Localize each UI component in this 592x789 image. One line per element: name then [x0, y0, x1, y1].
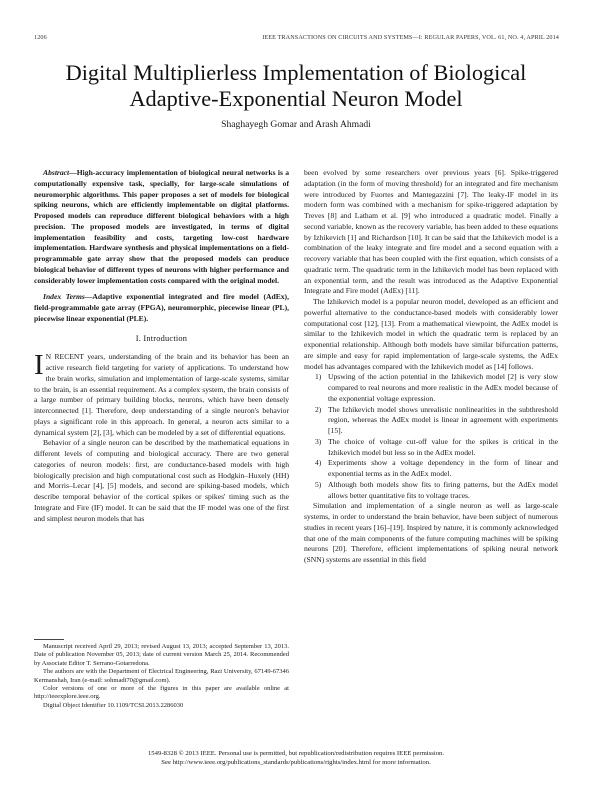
- page-number: 1206: [34, 34, 47, 41]
- list-item-number: 5): [315, 479, 322, 489]
- list-item-text: Although both models show fits to firing patterns, but the AdEx model allows better quantitative fits to voltage traces.: [328, 479, 558, 500]
- title-line-2: Adaptive-Exponential Neuron Model: [129, 86, 463, 111]
- footnote: [34, 643, 289, 710]
- journal-header: IEEE TRANSACTIONS ON CIRCUITS AND SYSTEMS—I: REGULAR PAPERS, VOL. 61, NO. 4, APRIL 2014: [262, 34, 559, 41]
- index-terms-text: —Adaptive exponential integrated and fire model (AdEx), field-programmable gate array (FPGA), neuromorphic, piecewise linear (PL), piecewise linear exponential (PLE).: [34, 292, 289, 323]
- drop-cap: I: [34, 349, 44, 382]
- list-item: [304, 372, 558, 404]
- intro-paragraph-2: Behavior of a single neuron can be described by the mathematical equations in different levels of computing and biological accuracy. There are two general categories of neuron models: first, are conductance-based models with high biologically precision and high computational cost such as Hodgkin–Huxely (HH) and Morris–Lecar [4], [5] models, and second are spiking-based models, which describe temporal behavior of the cortical spikes or spikes' timing such as the Integrate and Fire (IF) model. It can be said that the IF model was one of the first and simplest neuron models that has: [34, 438, 289, 523]
- authors: Shaghayegh Gomar and Arash Ahmadi: [221, 119, 371, 130]
- list-item: [304, 458, 558, 480]
- advantages-list: [304, 372, 558, 501]
- list-item-text: Upswing of the action potential in the Izhikevich model [2] is very slow compared to real neurons and more realistic in the AdEx model because of the exponential voltage expression.: [328, 372, 558, 403]
- right-column: [304, 168, 558, 566]
- intro-paragraph-1-text: N RECENT years, understanding of the brain and its behavior has been an active research field targeting for variety of applications. To understand how the brain works, simulation and implementation of large-scale systems, similar to the brain, is an essential requirement. As a complex system, the brain consists of a large number of primary building blocks, neurons, which have been densely interconnected [1]. Therefore, deep understanding of a single neuron's behavior plays a significant role in this approach. In general, a neuron acts similar to a dynamical system [2], [3], which can be modeled by a set of differential equations.: [34, 352, 289, 437]
- abstract: [34, 168, 289, 286]
- list-item: [304, 480, 558, 502]
- section-heading: I. Introduction: [135, 333, 188, 343]
- right-paragraph-1: been evolved by some researchers over previous years [6]. Spike-triggered adaptation (in the form of moving threshold) for an integrated and fire mechanism were introduced by Fuortes and Mantegazzini [7]. The leaky-IF model in its modern form was combined with a mechanism for spike-triggered adaptation by Treves [8] and Latham et al. [9] who introduced a quadratic model. Finally a second variable, known as the recovery variable, has been added to these equations by Izhikevich [1] and Richardson [10]. It can be said that the Izhikevich model is a combination of the leaky integrate and fire model and a second equation with a recovery variable that has been coupled with the first equation, which consists of a quadratic term. The quadratic term in the Izhikevich model has been replaced with an exponential term, and the result was introduced as the Adaptive Exponential Integrate and Fire model (AdEx) [11].: [304, 168, 558, 296]
- copyright-line: 1549-8328 © 2013 IEEE. Personal use is permitted, but republication/redistribution requires IEEE permission.: [147, 750, 445, 757]
- abstract-label: Abstract: [43, 168, 70, 177]
- footnote-color: Color versions of one or more of the figures in this paper are available online at http://ieeexplore.ieee.org.: [34, 685, 289, 701]
- index-terms-label: Index Terms: [43, 292, 85, 302]
- list-item-text: Experiments show a voltage dependency in the form of linear and exponential terms as in the AdEx model.: [328, 458, 558, 478]
- footnote-doi: Digital Object Identifier 10.1109/TCSI.2013.2286030: [43, 701, 184, 709]
- list-item-text: The Izhikevich model shows unrealistic nonlinearities in the subthreshold region, whereas the AdEx model is linear in agreement with experiments [15].: [328, 404, 558, 435]
- list-item: [304, 437, 558, 459]
- footnote-dates: Manuscript received April 29, 2013; revised August 13, 2013; accepted September 13, 2013. Date of publication November 05, 2013; date of current version March 25, 2014. Recommended by Associate Editor T. Serrano-Gotarredona.: [34, 643, 289, 667]
- list-item-number: 4): [315, 458, 322, 468]
- list-item-number: 3): [315, 436, 322, 446]
- right-paragraph-2: The Izhikevich model is a popular neuron model, developed as an efficient and powerful alternative to the conductance-based models with considerably lower computational cost [12], [13]. From a mathematical viewpoint, the AdEx model is similar to the Izhikevich model in which the quadratic term is replaced by an exponential relationship. Although both models have similar bifurcation patterns, are simple and easy for rapid implementation of large-scale systems, the AdEx model has advantages compared with the Izhikevich model as [14] follows.: [304, 297, 558, 371]
- abstract-text: —High-accuracy implementation of biological neural networks is a computationally expensive task, specially, for large-scale simulations of neuromorphic algorithms. This paper proposes a set of models for biological spiking neurons, which are efficiently implementable on digital platforms. Proposed models can reproduce different biological behaviors with a high precision. The proposed models are investigated, in terms of digital implementation feasibility and costs, targeting low-cost hardware implementation. Hardware synthesis and physical implementations on a field-programmable gate array show that the proposed models can produce biological behavior of different types of neurons with higher performance and considerably lower implementation costs compared with the original model.: [34, 168, 289, 285]
- paper-title: [0, 60, 592, 112]
- left-column: [34, 168, 289, 524]
- footnote-affiliation: The authors are with the Department of Electrical Engineering, Razi University, 67149-67346 Kermanshah, Iran (e-mail: sohmadi70@gmail.com).: [34, 668, 289, 684]
- rights-url-line: See http://www.ieee.org/publications_standards/publications/rights/index.html for more information.: [161, 759, 431, 767]
- footnote-rule: [34, 639, 64, 640]
- list-item-number: 1): [315, 372, 322, 382]
- list-item: [304, 405, 558, 437]
- copyright-notice: [0, 749, 592, 768]
- right-paragraph-3: Simulation and implementation of a single neuron as well as large-scale systems, in order to understand the brain behavior, have been subject of numerous studies in recent years [16]–[19]. Inspired by nature, it is commonly acknowledged that one of the main components of the future computing machines will be spiking neurons [20]. Therefore, efficient implementations of spiking neural network (SNN) systems are essential in this field: [304, 501, 558, 564]
- title-line-1: Digital Multiplierless Implementation of Biological: [65, 60, 527, 85]
- list-item-number: 2): [315, 404, 322, 414]
- list-item-text: The choice of voltage cut-off value for the spikes is critical in the Izhikevich model but less so in the AdEx model.: [328, 436, 558, 457]
- intro-paragraph-1: [34, 349, 289, 438]
- index-terms: [34, 292, 289, 324]
